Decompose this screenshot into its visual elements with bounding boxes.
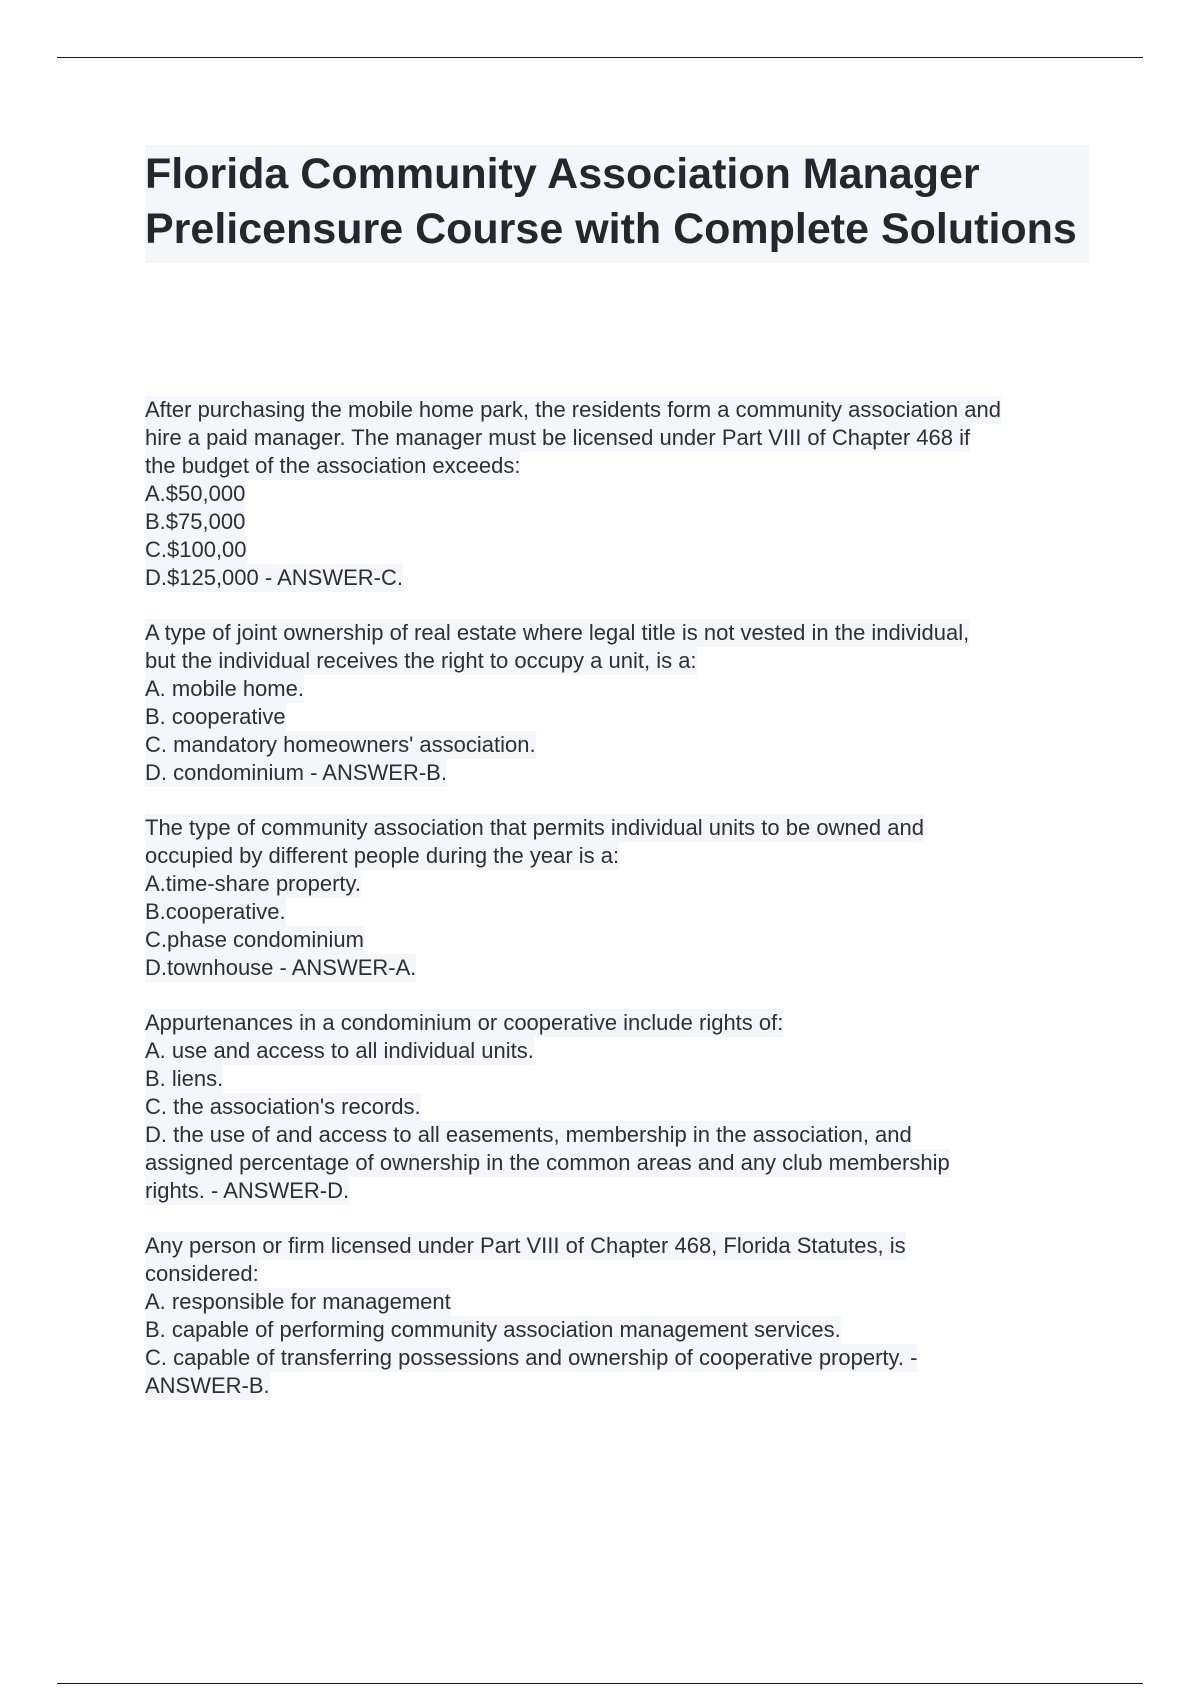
question-line: D.$125,000 - ANSWER-C.: [145, 565, 403, 590]
question-line: B.cooperative.: [145, 899, 286, 924]
question-text: The type of community association that permits individual units to be owned and: [145, 815, 924, 840]
question-line: but the individual receives the right to occupy a unit, is a:: [145, 648, 697, 673]
question-block: [145, 814, 1095, 982]
question-line: C. the association's records.: [145, 1094, 421, 1119]
question-line: A.time-share property.: [145, 871, 362, 896]
question-line: C. mandatory homeowners' association.: [145, 732, 536, 757]
question-line: B. cooperative: [145, 704, 286, 729]
question-line: the budget of the association exceeds:: [145, 453, 521, 478]
question-line: B.$75,000: [145, 509, 246, 534]
question-line: occupied by different people during the year is a:: [145, 843, 620, 868]
question-line: A.$50,000: [145, 481, 246, 506]
question-text: Any person or firm licensed under Part VIII of Chapter 468, Florida Statutes, is: [145, 1233, 906, 1258]
question-line: assigned percentage of ownership in the common areas and any club membership: [145, 1150, 950, 1175]
question-line: hire a paid manager. The manager must be licensed under Part VIII of Chapter 468 if: [145, 425, 971, 450]
question-line: A. mobile home.: [145, 676, 304, 701]
question-line: C.$100,00: [145, 537, 247, 562]
question-line: C. capable of transferring possessions and ownership of cooperative property. -: [145, 1345, 918, 1370]
question-block: [145, 1232, 1095, 1400]
question-line: D. the use of and access to all easements, membership in the association, and: [145, 1122, 912, 1147]
question-line: A. responsible for management: [145, 1289, 451, 1314]
question-line: C.phase condominium: [145, 927, 364, 952]
top-divider: [57, 57, 1143, 58]
question-block: [145, 619, 1095, 787]
bottom-divider: [57, 1683, 1143, 1684]
question-block: [145, 396, 1095, 592]
document-title: Florida Community Association Manager Prelicensure Course with Complete Solutions: [145, 150, 1077, 253]
question-line: rights. - ANSWER-D.: [145, 1178, 350, 1203]
title-block: [145, 145, 1089, 263]
question-line: D. condominium - ANSWER-B.: [145, 760, 447, 785]
question-line: D.townhouse - ANSWER-A.: [145, 955, 417, 980]
question-line: ANSWER-B.: [145, 1373, 270, 1398]
question-text: Appurtenances in a condominium or cooperative include rights of:: [145, 1010, 784, 1035]
question-line: B. capable of performing community association management services.: [145, 1317, 841, 1342]
question-line: A. use and access to all individual units.: [145, 1038, 534, 1063]
question-list: [145, 396, 1095, 1427]
question-line: considered:: [145, 1261, 259, 1286]
question-line: B. liens.: [145, 1066, 224, 1091]
question-text: After purchasing the mobile home park, the residents form a community association and: [145, 397, 1001, 422]
question-text: A type of joint ownership of real estate where legal title is not vested in the individual,: [145, 620, 970, 645]
question-block: [145, 1009, 1095, 1205]
